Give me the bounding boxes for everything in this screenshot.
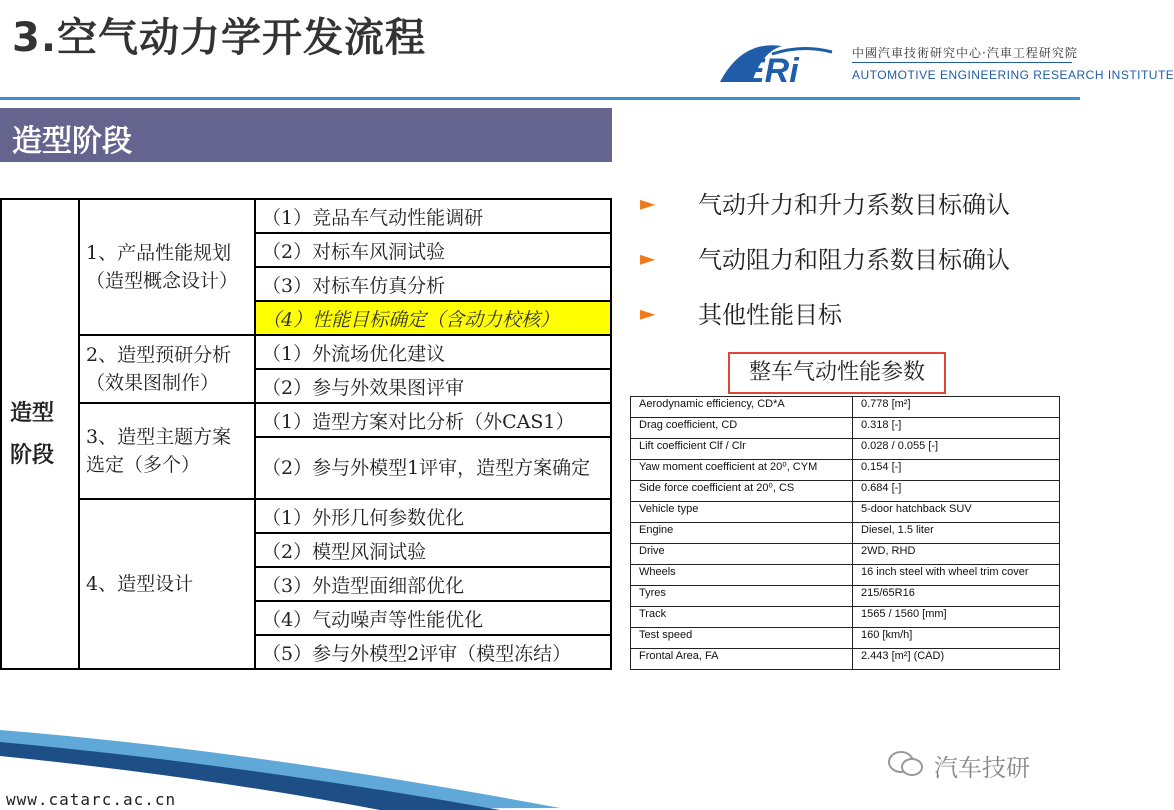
task-cell: （1）造型方案对比分析（外CAS1）	[255, 403, 611, 437]
category-cell: 3、造型主题方案选定（多个）	[79, 403, 255, 499]
table-row	[631, 544, 1060, 565]
task-cell: （5）参与外模型2评审（模型冻结）	[255, 635, 611, 669]
aeri-logo-mark-icon	[712, 38, 842, 88]
param-name: Yaw moment coefficient at 20⁰, CYM	[631, 460, 853, 481]
task-cell: （1）竞品车气动性能调研	[255, 199, 611, 233]
section-title: 造型阶段	[12, 124, 132, 159]
task-cell: （2）模型风洞试验	[255, 533, 611, 567]
task-cell: （2）对标车风洞试验	[255, 233, 611, 267]
table-row	[631, 565, 1060, 586]
table-row	[631, 586, 1060, 607]
param-name: Drive	[631, 544, 853, 565]
param-name: Lift coefficient Clf / Clr	[631, 439, 853, 460]
triangle-bullet-icon: ►	[640, 246, 656, 270]
logo-english-text: AUTOMOTIVE ENGINEERING RESEARCH INSTITUTE	[852, 68, 1174, 82]
section-header	[0, 108, 612, 162]
param-value: 215/65R16	[853, 586, 1060, 607]
category-cell: 1、产品性能规划（造型概念设计）	[79, 199, 255, 335]
list-item-text: 其他性能目标	[698, 301, 842, 329]
param-name: Aerodynamic efficiency, CD*A	[631, 397, 853, 418]
footer-url[interactable]: www.catarc.ac.cn	[6, 790, 177, 809]
param-value: 160 [km/h]	[853, 628, 1060, 649]
table-row	[631, 481, 1060, 502]
param-value: 2.443 [m²] (CAD)	[853, 649, 1060, 670]
param-name: Side force coefficient at 20⁰, CS	[631, 481, 853, 502]
category-cell: 4、造型设计	[79, 499, 255, 669]
category-cell: 2、造型预研分析（效果图制作）	[79, 335, 255, 403]
table-row	[631, 628, 1060, 649]
param-name: Engine	[631, 523, 853, 544]
param-value: 2WD, RHD	[853, 544, 1060, 565]
param-value: 0.028 / 0.055 [-]	[853, 439, 1060, 460]
param-name: Test speed	[631, 628, 853, 649]
param-name: Tyres	[631, 586, 853, 607]
table-row	[631, 523, 1060, 544]
stage-cell: 造型 阶段	[1, 199, 79, 669]
list-item-text: 气动升力和升力系数目标确认	[698, 191, 1010, 219]
table-row	[631, 439, 1060, 460]
table-row	[631, 418, 1060, 439]
list-item-text: 气动阻力和阻力系数目标确认	[698, 246, 1010, 274]
table-row	[631, 502, 1060, 523]
param-name: Track	[631, 607, 853, 628]
task-cell: （4）气动噪声等性能优化	[255, 601, 611, 635]
task-cell-highlighted: （4）性能目标确定（含动力校核）	[255, 301, 611, 335]
process-table	[0, 198, 612, 670]
logo-chinese-text: 中國汽車技術研究中心·汽車工程研究院	[852, 46, 1078, 60]
param-name: Wheels	[631, 565, 853, 586]
table-row	[631, 607, 1060, 628]
param-value: 0.778 [m²]	[853, 397, 1060, 418]
triangle-bullet-icon: ►	[640, 301, 656, 325]
param-value: 1565 / 1560 [mm]	[853, 607, 1060, 628]
param-value: 5-door hatchback SUV	[853, 502, 1060, 523]
svg-text:ERi: ERi	[742, 52, 799, 90]
param-name: Drag coefficient, CD	[631, 418, 853, 439]
params-title: 整车气动性能参数	[728, 352, 946, 394]
params-table	[630, 396, 1060, 670]
param-name: Vehicle type	[631, 502, 853, 523]
task-cell: （1）外流场优化建议	[255, 335, 611, 369]
page-title: 3.空气动力学开发流程	[12, 15, 427, 61]
wechat-label: 汽车技研	[934, 754, 1030, 782]
task-cell: （2）参与外效果图评审	[255, 369, 611, 403]
task-cell: （3）对标车仿真分析	[255, 267, 611, 301]
param-value: 16 inch steel with wheel trim cover	[853, 565, 1060, 586]
header-divider	[0, 97, 1080, 100]
param-value: 0.318 [-]	[853, 418, 1060, 439]
param-value: 0.154 [-]	[853, 460, 1060, 481]
param-name: Frontal Area, FA	[631, 649, 853, 670]
wechat-icon	[888, 750, 924, 778]
logo-divider	[852, 62, 1072, 63]
param-value: 0.684 [-]	[853, 481, 1060, 502]
task-cell: （1）外形几何参数优化	[255, 499, 611, 533]
param-value: Diesel, 1.5 liter	[853, 523, 1060, 544]
table-row	[631, 649, 1060, 670]
task-cell: （3）外造型面细部优化	[255, 567, 611, 601]
triangle-bullet-icon: ►	[640, 191, 656, 215]
table-row	[631, 460, 1060, 481]
task-cell: （2）参与外模型1评审，造型方案确定	[255, 437, 611, 499]
aeri-logo	[712, 38, 1174, 90]
table-row	[631, 397, 1060, 418]
